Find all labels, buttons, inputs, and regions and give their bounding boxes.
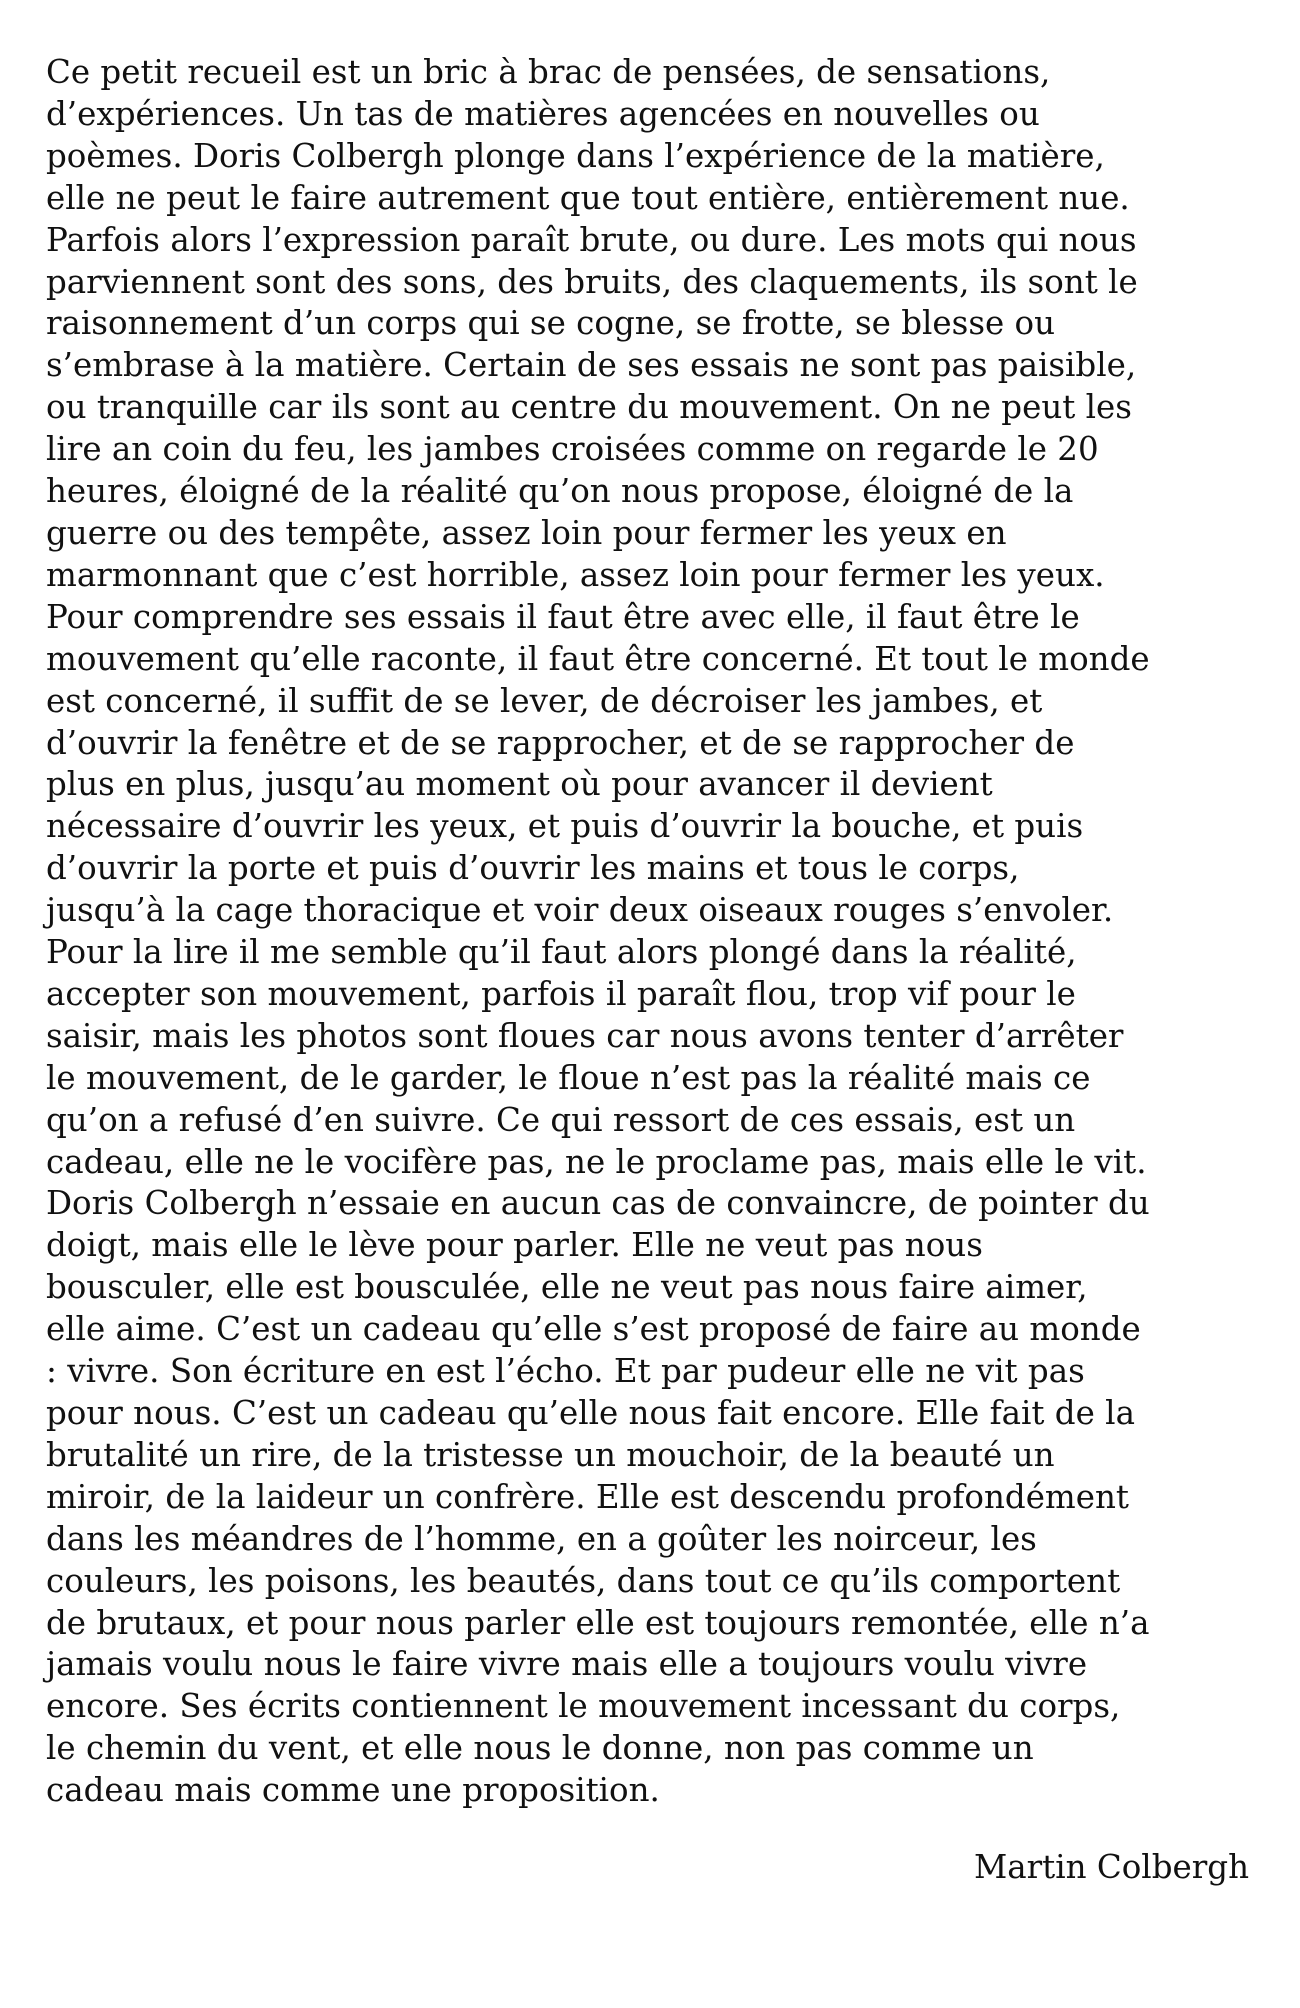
text-line: saisir, mais les photos sont floues car nous avons tenter d’arrêter (46, 1016, 1124, 1055)
text-line: le mouvement, de le garder, le floue n’est pas la réalité mais ce (46, 1058, 1091, 1097)
text-line: pour nous. C’est un cadeau qu’elle nous fait encore. Elle fait de la (46, 1394, 1135, 1432)
text-line: ou tranquille car ils sont au centre du mouvement. On ne peut les (46, 388, 1132, 427)
text-line: Parfois alors l’expression paraît brute, ou dure. Les mots qui nous (46, 220, 1137, 259)
text-line: poèmes. Doris Colbergh plonge dans l’expérience de la matière, (46, 136, 1105, 175)
text-line: jamais voulu nous le faire vivre mais elle a toujours voulu vivre (46, 1645, 1088, 1684)
text-line: parviennent sont des sons, des bruits, des claquements, ils sont le (46, 262, 1138, 301)
text-line: d’expériences. Un tas de matières agencées en nouvelles ou (46, 94, 1040, 133)
text-line: cadeau, elle ne le vocifère pas, ne le proclame pas, mais elle le vit. (46, 1142, 1147, 1181)
text-line: raisonnement d’un corps qui se cogne, se frotte, se blesse ou (46, 304, 1056, 343)
text-line: mouvement qu’elle raconte, il faut être concerné. Et tout le monde (46, 639, 1150, 678)
text-line: Pour la lire il me semble qu’il faut alors plongé dans la réalité, (46, 933, 1077, 972)
text-line: marmonnant que c’est horrible, assez loin pour fermer les yeux. (46, 555, 1105, 594)
text-line: couleurs, les poisons, les beautés, dans tout ce qu’ils comportent (46, 1561, 1121, 1600)
text-line: elle ne peut le faire autrement que tout entière, entièrement nue. (46, 178, 1130, 217)
text-line: encore. Ses écrits contiennent le mouvement incessant du corps, (46, 1687, 1121, 1726)
text-line: d’ouvrir la porte et puis d’ouvrir les mains et tous le corps, (46, 849, 1020, 888)
body-text (46, 52, 1276, 1812)
text-line: : vivre. Son écriture en est l’écho. Et par pudeur elle ne vit pas (46, 1352, 1085, 1391)
text-line: est concerné, il suffit de se lever, de décroiser les jambes, et (46, 681, 1043, 720)
text-line: accepter son mouvement, parfois il paraît flou, trop vif pour le (46, 974, 1076, 1013)
text-line: miroir, de la laideur un confrère. Elle est descendu profondément (46, 1477, 1129, 1516)
text-line: qu’on a refusé d’en suivre. Ce qui ressort de ces essais, est un (46, 1100, 1076, 1139)
text-line: de brutaux, et pour nous parler elle est toujours remontée, elle n’a (46, 1603, 1150, 1642)
author-signature: Martin Colbergh (973, 1848, 1249, 1886)
text-line: heures, éloigné de la réalité qu’on nous propose, éloigné de la (46, 472, 1074, 511)
text-line: brutalité un rire, de la tristesse un mouchoir, de la beauté un (46, 1435, 1055, 1474)
text-line: d’ouvrir la fenêtre et de se rapprocher, et de se rapprocher de (46, 723, 1075, 762)
text-line: lire an coin du feu, les jambes croisées comme on regarde le 20 (46, 430, 1099, 469)
text-line: elle aime. C’est un cadeau qu’elle s’est proposé de faire au monde (46, 1310, 1141, 1349)
text-line: bousculer, elle est bousculée, elle ne veut pas nous faire aimer, (46, 1268, 1088, 1307)
text-line: guerre ou des tempête, assez loin pour fermer les yeux en (46, 513, 1007, 552)
text-line: cadeau mais comme une proposition. (46, 1771, 660, 1810)
text-line: doigt, mais elle le lève pour parler. Elle ne veut pas nous (46, 1226, 983, 1265)
text-line: dans les méandres de l’homme, en a goûter les noirceur, les (46, 1519, 1037, 1558)
text-line: le chemin du vent, et elle nous le donne, non pas comme un (46, 1729, 1034, 1768)
text-line: Ce petit recueil est un bric à brac de pensées, de sensations, (46, 53, 1051, 91)
text-line: jusqu’à la cage thoracique et voir deux oiseaux rouges s’envoler. (46, 891, 1114, 930)
text-line: nécessaire d’ouvrir les yeux, et puis d’ouvrir la bouche, et puis (46, 807, 1084, 846)
text-line: Pour comprendre ses essais il faut être avec elle, il faut être le (46, 597, 1080, 636)
text-line: s’embrase à la matière. Certain de ses essais ne sont pas paisible, (46, 346, 1137, 385)
text-line: Doris Colbergh n’essaie en aucun cas de convaincre, de pointer du (46, 1184, 1150, 1223)
text-line: plus en plus, jusqu’au moment où pour avancer il devient (46, 765, 993, 804)
